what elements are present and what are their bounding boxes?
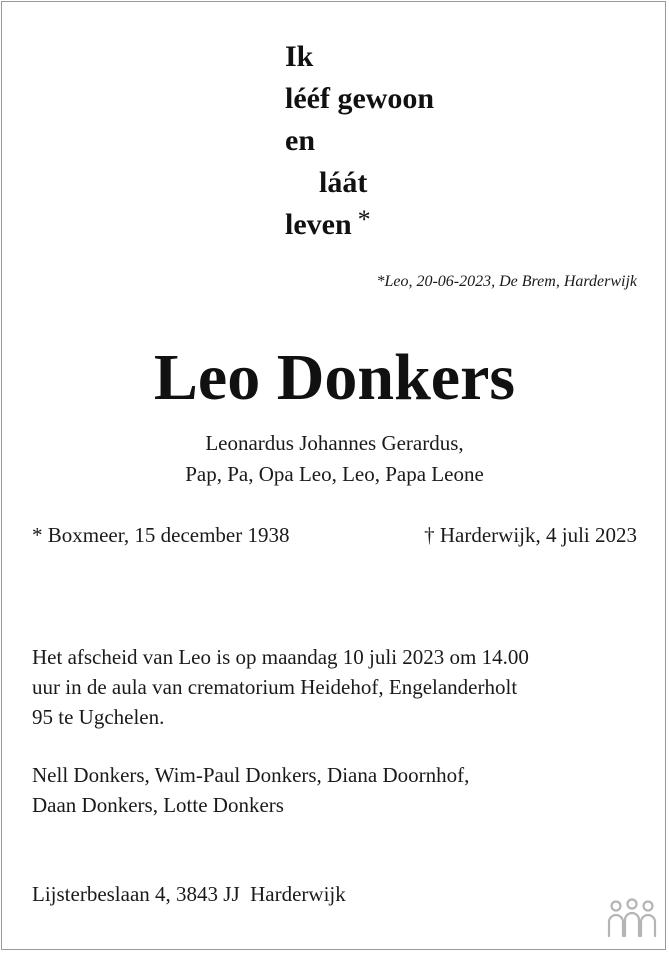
- nicknames-line: Pap, Pa, Opa Leo, Leo, Papa Leone: [185, 462, 484, 486]
- poem-line-4: láát: [319, 166, 368, 199]
- farewell-line: 95 te Ugchelen.: [32, 705, 165, 729]
- poem-line-2: lééf gewoon: [285, 82, 435, 115]
- family-paragraph: [32, 760, 642, 820]
- deceased-name: Leo Donkers: [153, 341, 516, 414]
- people-group-icon: [606, 898, 658, 938]
- poem-line-1: Ik: [285, 40, 314, 73]
- poem-line-5: leven: [285, 208, 352, 241]
- poem-star: *: [357, 205, 371, 234]
- poem-footnote: *Leo, 20-06-2023, De Brem, Harderwijk: [376, 273, 637, 290]
- death-info: † Harderwijk, 4 juli 2023: [424, 523, 637, 547]
- deceased-full-names: [0, 428, 669, 490]
- address-line: Lijsterbeslaan 4, 3843 JJ Harderwijk: [32, 882, 346, 906]
- family-line: Nell Donkers, Wim-Paul Donkers, Diana Doornhof,: [32, 763, 470, 787]
- full-names-line: Leonardus Johannes Gerardus,: [205, 431, 464, 455]
- farewell-line: uur in de aula van crematorium Heidehof, Engelanderholt: [32, 675, 518, 699]
- poem-line-3: en: [285, 124, 315, 157]
- birth-info: * Boxmeer, 15 december 1938: [32, 523, 290, 547]
- family-line: Daan Donkers, Lotte Donkers: [32, 793, 284, 817]
- farewell-paragraph: [32, 642, 642, 732]
- farewell-line: Het afscheid van Leo is op maandag 10 juli 2023 om 14.00: [32, 645, 529, 669]
- address: [32, 879, 642, 909]
- poem: [285, 36, 434, 247]
- poem-line-5-wrap: [285, 204, 434, 247]
